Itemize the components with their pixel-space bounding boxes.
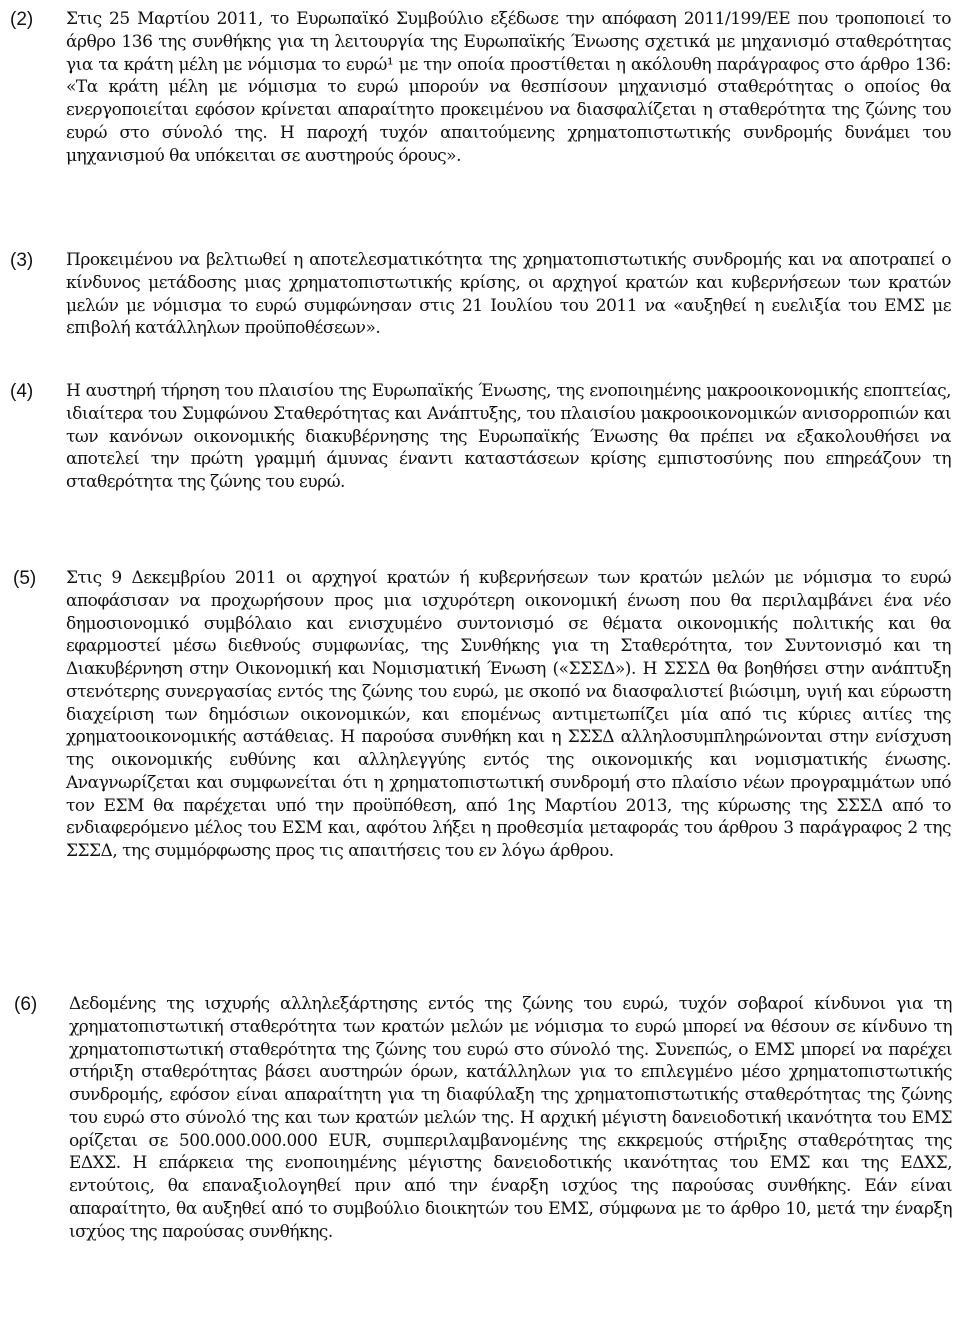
- paragraph-number: (2): [10, 9, 34, 30]
- paragraph-number: (4): [10, 381, 34, 402]
- paragraph-text: Στις 25 Μαρτίου 2011, το Ευρωπαϊκό Συμβούλιο εξέδωσε την απόφαση 2011/199/ΕΕ που τροποποιεί το άρθρο 136 της συνθήκης για τη λειτουργία της Ευρωπαϊκής Ένωσης σχετικά με μηχανισμό σταθερότητας για τα κράτη μέλη με νόμισμα το ευρώ¹ με την οποία προστίθεται η ακόλουθη παράγραφος στο άρθρο 136: «Τα κράτη μέλη με νόμισμα το ευρώ μπορούν να θεσπίσουν μηχανισμό σταθερότητας ο οποίος θα ενεργοποιείται εφόσον κρίνεται απαραίτητο προκειμένου να διασφαλίζεται η σταθερότητα της ζώνης του ευρώ στο σύνολό της. Η παροχή τυχόν απαιτούμενης χρηματοπιστωτικής συνδρομής δυνάμει του μηχανισμού θα υπόκειται σε αυστηρούς όρους».: [66, 9, 951, 166]
- paragraph-number: (6): [14, 994, 38, 1015]
- paragraph-text: Προκειμένου να βελτιωθεί η αποτελεσματικότητα της χρηματοπιστωτικής συνδρομής και να αποτραπεί ο κίνδυνος μετάδοσης μιας χρηματοπιστωτικής κρίσης, οι αρχηγοί κρατών και κυβερνήσεων των κρατών μελών με νόμισμα το ευρώ συμφώνησαν στις 21 Ιουλίου του 2011 να «αυξηθεί η ευελιξία του ΕΜΣ με επιβολή κατάλληλων προϋποθέσεων».: [66, 250, 951, 339]
- paragraph-text: Η αυστηρή τήρηση του πλαισίου της Ευρωπαϊκής Ένωσης, της ενοποιημένης μακροοικονομικής εποπτείας, ιδιαίτερα του Συμφώνου Σταθερότητας και Ανάπτυξης, του πλαισίου μακροοικονομικών ανισορροπιών και των κανόνων οικονομικής διακυβέρνησης της Ευρωπαϊκής Ένωσης θα πρέπει να εξακολουθήσει να αποτελεί την πρώτη γραμμή άμυνας έναντι καταστάσεων κρίσης εμπιστοσύνης που επηρεάζουν τη σταθερότητα της ζώνης του ευρώ.: [66, 381, 951, 492]
- paragraph-number: (3): [10, 250, 34, 271]
- paragraph-text: Δεδομένης της ισχυρής αλληλεξάρτησης εντός της ζώνης του ευρώ, τυχόν σοβαροί κίνδυνοι για τη χρηματοπιστωτική σταθερότητα των κρατών μελών με νόμισμα το ευρώ μπορεί να θέσουν σε κίνδυνο τη χρηματοπιστωτική σταθερότητα της ζώνης του ευρώ στο σύνολό της. Συνεπώς, ο ΕΜΣ μπορεί να παρέχει στήριξη σταθερότητας βάσει αυστηρών όρων, κατάλληλων για το επιλεγμένο μέσο χρηματοπιστωτικής συνδρομής, εφόσον είναι απαραίτητη για τη διαφύλαξη της χρηματοπιστωτικής σταθερότητας της ζώνης του ευρώ στο σύνολό της και των κρατών μελών της. Η αρχική μέγιστη δανειοδοτική ικανότητα του ΕΜΣ ορίζεται σε 500.000.000.000 EUR, συμπεριλαμβανομένης της εκκρεμούς στήριξης σταθερότητας της ΕΔΧΣ. Η επάρκεια της ενοποιημένης μέγιστης δανειοδοτικής ικανότητας του ΕΜΣ και της ΕΔΧΣ, εντούτοις, θα επαναξιολογηθεί πριν από την έναρξη ισχύος της παρούσας συνθήκης. Εάν είναι απαραίτητο, θα αυξηθεί από το συμβούλιο διοικητών του ΕΜΣ, σύμφωνα με το άρθρο 10, μετά την έναρξη ισχύος της παρούσας συνθήκης.: [69, 994, 952, 1242]
- paragraph-text: Στις 9 Δεκεμβρίου 2011 οι αρχηγοί κρατών ή κυβερνήσεων των κρατών μελών με νόμισμα το ευρώ αποφάσισαν να προχωρήσουν προς μια ισχυρότερη οικονομική ένωση που θα περιλαμβάνει ένα νέο δημοσιονομικό συμβόλαιο και ενισχυμένο συντονισμό σε θέματα οικονομικής πολιτικής και θα εφαρμοστεί μέσω διεθνούς συμφωνίας, της Συνθήκης για τη Σταθερότητα, τον Συντονισμό και τη Διακυβέρνηση στην Οικονομική και Νομισματική Ένωση («ΣΣΣΔ»). Η ΣΣΣΔ θα βοηθήσει στην ανάπτυξη στενότερης συνεργασίας εντός της ζώνης του ευρώ, με σκοπό να διασφαλιστεί βιώσιμη, υγιή και εύρωστη διαχείριση των δημόσιων οικονομικών, και επομένως αντιμετωπίζει μία από τις κύριες αιτίες της χρηματοοικονομικής αστάθειας. Η παρούσα συνθήκη και η ΣΣΣΔ αλληλοσυμπληρώνονται στην ενίσχυση της οικονομικής ευθύνης και αλληλεγγύης εντός της οικονομικής και νομισματικής ένωσης. Αναγνωρίζεται και συμφωνείται ότι η χρηματοπιστωτική συνδρομή στο πλαίσιο νέων προγραμμάτων υπό τον ΕΣΜ θα παρέχεται υπό την προϋπόθεση, από 1ης Μαρτίου 2013, της κύρωσης της ΣΣΣΔ από το ενδιαφερόμενο μέλος του ΕΣΜ και, αφότου λήξει η προθεσμία μεταφοράς του άρθρου 3 παράγραφος 2 της ΣΣΣΔ, της συμμόρφωσης προς τις απαιτήσεις του εν λόγω άρθρου.: [66, 568, 951, 861]
- paragraph-number: (5): [13, 568, 37, 589]
